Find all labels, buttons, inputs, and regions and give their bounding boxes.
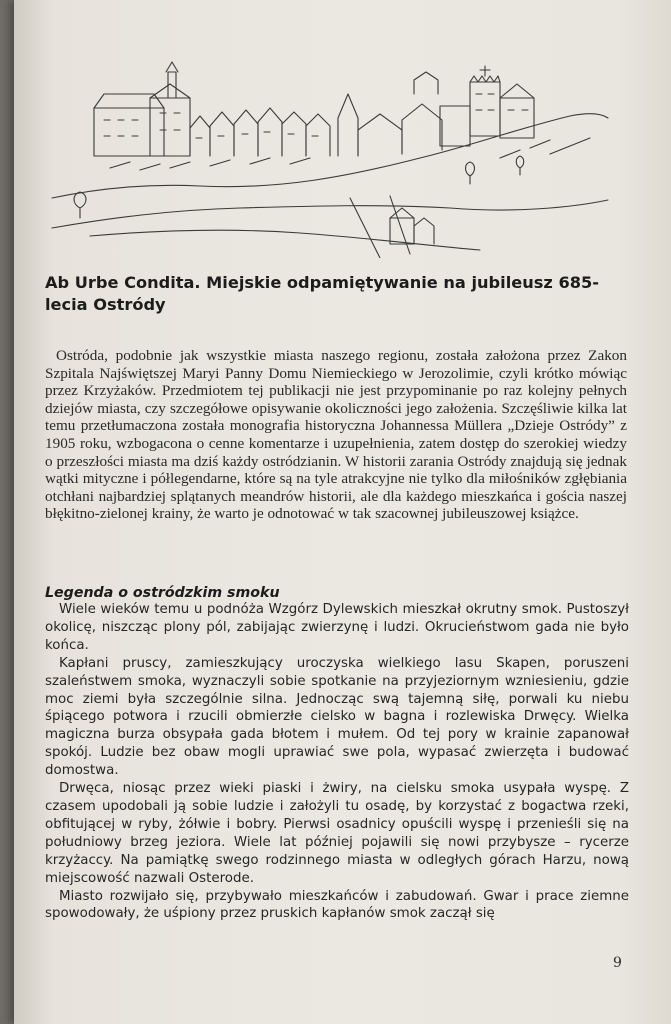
- legend-paragraph: Wiele wieków temu u podnóża Wzgórz Dylewskich mieszkał okrutny smok. Pustoszył okolicę, niszcząc plony pól, zabijając zwierzynę i ludzi. Okrucieństwom gada nie było końca.: [45, 602, 629, 653]
- intro-paragraph: Ostróda, podobnie jak wszystkie miasta naszego regionu, została założona przez Zakon Szpitala Najświętszej Maryi Panny Domu Niemieckiego w Jerozolimie, czyli krótko mówiąc przez Krzyżaków. Przedmiotem tej publikacji nie jest przypominanie po raz kolejny pełnych dziejów miasta, czy szczegółowe opisywanie okoliczności jego założenia. Szczęśliwie kilka lat temu przetłumaczona została monografia historyczna Johannessa Müllera „Dzieje Ostródy” z 1905 roku, wzbogacona o cenne komentarze i uzupełnienia, zatem dostęp do szerokiej wiedzy o przeszłości miasta ma dziś każdy ostródzianin. W historii zarania Ostródy znajdują się jednak wątki mityczne i półlegendarne, które są na tyle atrakcyjne nie tylko dla miłośników zgłębiania otchłani najbardziej splątanych meandrów historii, ale dla każdego mieszkańca i gościa naszej błękitno-zielonej krainy, że warto je odnotować w tak szacownej jubileuszowej książce.: [45, 347, 627, 523]
- section-heading: Legenda o ostródzkim smoku: [45, 585, 280, 601]
- legend-paragraph: Miasto rozwijało się, przybywało mieszkańców i zabudowań. Gwar i prace ziemne spowodowały, że uśpiony przez pruskich kapłanów smok zaczął się: [45, 888, 629, 922]
- page-number: 9: [613, 955, 622, 971]
- legend-text: [45, 601, 629, 923]
- book-page: [14, 0, 671, 1024]
- town-illustration: [50, 58, 610, 258]
- legend-paragraph: Drwęca, niosąc przez wieki piaski i żwiry, na cielsku smoka usypała wyspę. Z czasem upodobali ją sobie ludzie i założyli tu osadę, by korzystać z bogactwa rzeki, obfitującej w ryby, żółwie i bobry. Pierwsi osadnicy opuścili wyspę i przenieśli się na południowy brzeg jeziora. Wiele lat później pojawili się nowi przybysze – rycerze krzyżaccy. Na pamiątkę swego rodzinnego miasta w odległych górach Harzu, nową miejscowość nazwali Osterode.: [45, 781, 629, 886]
- article-title: Ab Urbe Condita. Miejskie odpamiętywanie na jubileusz 685-lecia Ostródy: [45, 273, 599, 314]
- legend-paragraph: Kapłani pruscy, zamieszkujący uroczyska wielkiego lasu Skapen, poruszeni szaleństwem smoka, wyznaczyli sobie spotkanie na przyjeziornym wzniesieniu, gdzie moc ziemi była szczególnie silna. Jednocząc swą tajemną siłę, porwali ku niebu śpiącego potwora i rzucili obmierzłe cielsko w bagna i rozlewiska Drwęcy. Wielka magiczna burza obsypała gada błotem i mułem. Od tej pory w krainie zapanował spokój. Ludzie bez obaw mogli uprawiać swe pola, wypasać zwierzęta i budować domostwa.: [45, 655, 629, 779]
